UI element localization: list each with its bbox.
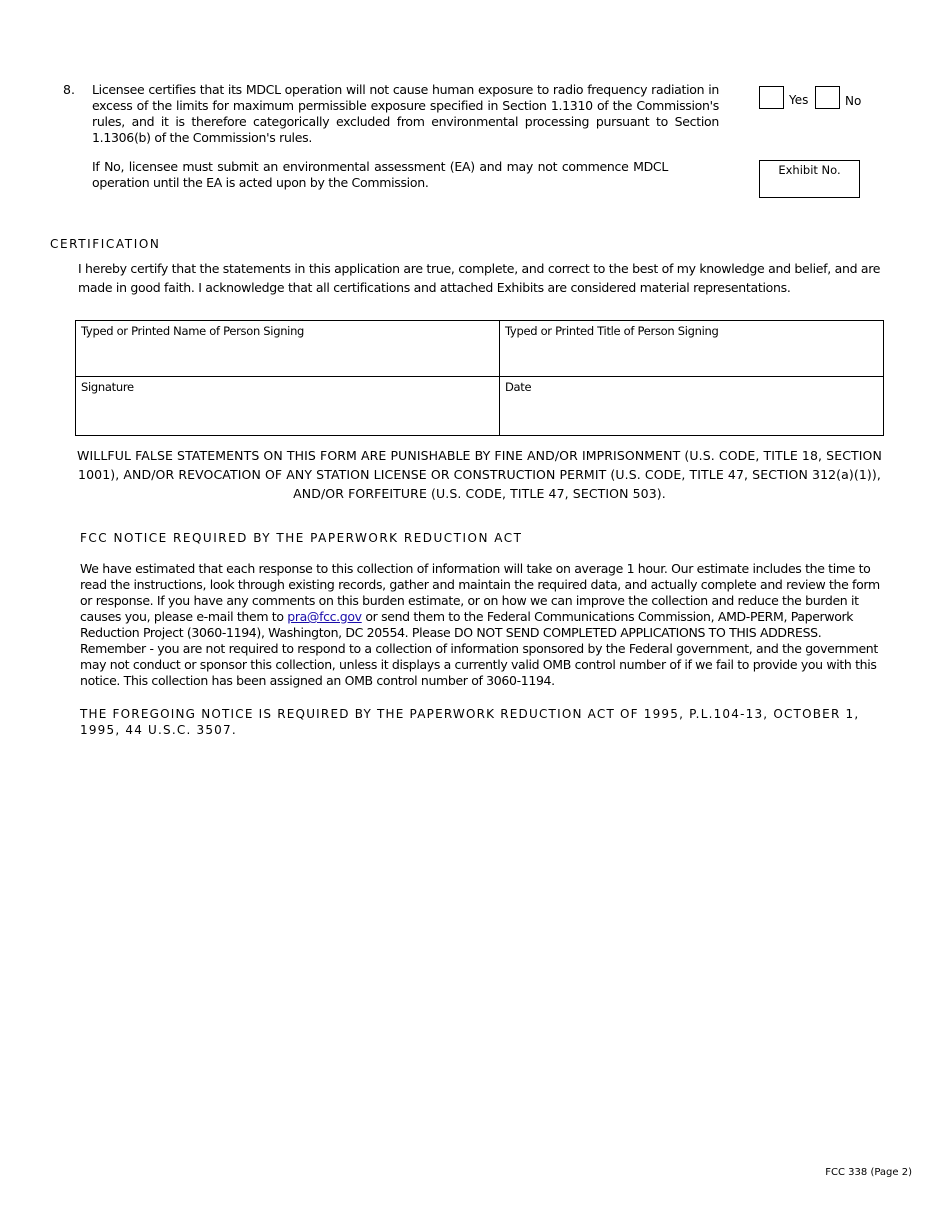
exhibit-number-field[interactable] xyxy=(759,160,860,198)
email-link[interactable]: pra@fcc.gov xyxy=(287,609,362,624)
yes-label: Yes xyxy=(789,93,809,107)
foregoing-notice: THE FOREGOING NOTICE IS REQUIRED BY THE PAPERWORK REDUCTION ACT OF 1995, P.L.104-13, OCTOBER 1, 1995, 44 U.S.C. 3507. xyxy=(80,707,860,737)
false-statements-warning: WILLFUL FALSE STATEMENTS ON THIS FORM ARE PUNISHABLE BY FINE AND/OR IMPRISONMENT (U.S. CODE, TITLE 18, SECTION 1001), AND/OR REVOCATION OF ANY STATION LICENSE OR CONSTRUCTION PERMIT (U.S. CODE, TITLE 47, SECTION 312(a)(1)), AND/OR FORFEITURE (U.S. CODE, TITLE 47, SECTION 503). xyxy=(77,448,882,501)
no-label: No xyxy=(845,94,862,108)
item-8-certification-text: Licensee certifies that its MDCL operation will not cause human exposure to radio frequency radiation in excess of the limits for maximum permissible exposure specified in Section 1.1310 of the Commission's rules, and it is therefore categorically excluded from environmental processing pursuant to Section 1.1306(b) of the Commission's rules. xyxy=(92,82,719,145)
paperwork-notice-heading: FCC NOTICE REQUIRED BY THE PAPERWORK REDUCTION ACT xyxy=(80,531,523,545)
form-page-footer: FCC 338 (Page 2) xyxy=(825,1167,912,1178)
no-checkbox[interactable] xyxy=(815,86,840,109)
signature-field[interactable] xyxy=(76,377,500,436)
name-field-label: Typed or Printed Name of Person Signing xyxy=(81,324,305,338)
paperwork-notice-text xyxy=(80,561,885,689)
title-field-label: Typed or Printed Title of Person Signing xyxy=(505,324,719,338)
exhibit-number-label: Exhibit No. xyxy=(778,163,841,177)
notice-text-part-2: or send them to the Federal Communications Commission, AMD-PERM, Paperwork Reduction Project (3060-1194), Washington, DC 20554. Please DO NOT SEND COMPLETED APPLICATIONS TO THIS ADDRESS. Remember - you are not required to respond to a collection of information sponsored by the Federal government, and the government may not conduct or sponsor this collection, unless it displays a currently valid OMB control number of if we fail to provide you with this notice. This collection has been assigned an OMB control number of 3060-1194. xyxy=(80,609,878,688)
date-field-label: Date xyxy=(505,380,532,394)
certification-heading: CERTIFICATION xyxy=(50,237,161,251)
notice-text-part-1: We have estimated that each response to this collection of information will take on average 1 hour. Our estimate includes the time to read the instructions, look through existing records, gather and maintain the required data, and actually complete and review the form or response. If you have any comments on this burden estimate, or on how we can improve the collection and reduce the burden it causes you, please e-mail them to xyxy=(80,561,880,624)
signature-field-label: Signature xyxy=(81,380,134,394)
environmental-assessment-note: If No, licensee must submit an environmental assessment (EA) and may not commence MDCL operation until the EA is acted upon by the Commission. xyxy=(92,159,668,190)
item-number: 8. xyxy=(63,82,75,97)
certification-statement: I hereby certify that the statements in this application are true, complete, and correct to the best of my knowledge and belief, and are made in good faith. I acknowledge that all certifications and attached Exhibits are considered material representations. xyxy=(78,261,881,295)
name-field[interactable] xyxy=(76,321,500,377)
title-field[interactable] xyxy=(500,321,884,377)
signature-table xyxy=(75,320,884,436)
date-field[interactable] xyxy=(500,377,884,436)
yes-checkbox[interactable] xyxy=(759,86,784,109)
